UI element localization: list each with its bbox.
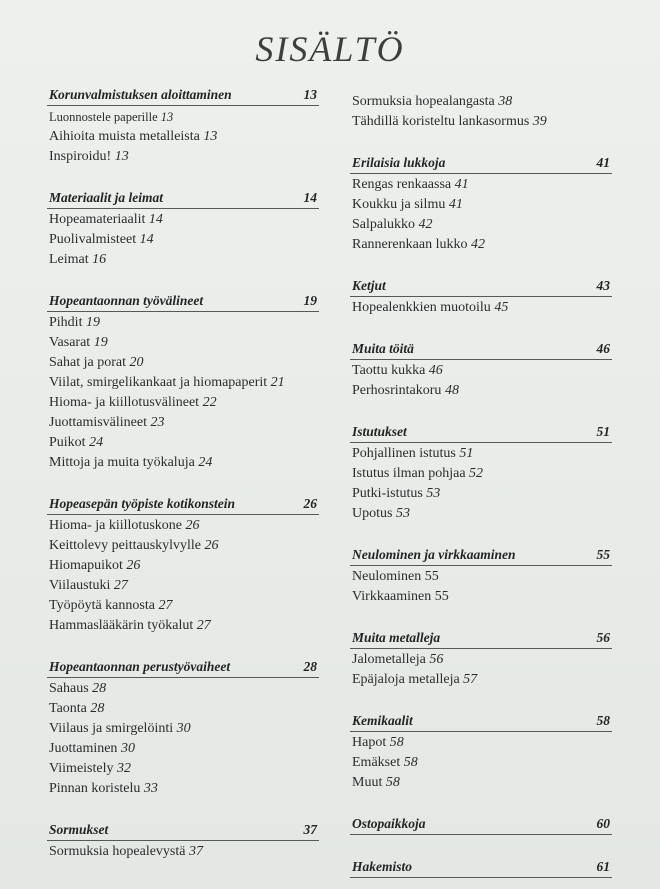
toc-section: [350, 277, 612, 318]
toc-section-heading: [350, 858, 612, 878]
toc-entry-text: Perhosrintakoru: [352, 383, 445, 398]
toc-entry: [47, 230, 319, 250]
toc-entry: [350, 670, 612, 690]
toc-section-heading: [47, 821, 319, 841]
toc-entry: [47, 719, 319, 739]
toc-entry: [350, 444, 612, 464]
toc-entry-text: Istutus ilman pohjaa: [352, 466, 470, 481]
toc-entry-text: Hopeamateriaalit: [49, 212, 149, 227]
section-title: Korunvalmistuksen aloittaminen: [49, 87, 232, 102]
toc-entry-page: 38: [498, 94, 513, 109]
section-title: Materiaalit ja leimat: [49, 190, 163, 205]
toc-section: [47, 292, 319, 473]
section-page: 19: [303, 293, 317, 308]
toc-entry: [350, 567, 612, 587]
toc-entry-text: Neulominen: [352, 569, 425, 584]
toc-entry-text: Vasarat: [49, 335, 94, 350]
toc-section-heading: [350, 340, 612, 360]
toc-entry-page: 41: [448, 197, 463, 212]
toc-entry: [47, 576, 319, 596]
toc-entry: [350, 235, 612, 255]
toc-section-heading: [350, 277, 612, 297]
section-title: Muita töitä: [352, 341, 414, 356]
toc-entry-page: 19: [85, 315, 100, 330]
toc-entry-text: Putki-istutus: [352, 486, 427, 501]
toc-entry-text: Taottu kukka: [352, 363, 429, 378]
toc-entry-page: 27: [196, 618, 211, 633]
toc-section-heading: [350, 815, 612, 835]
toc-column-right: [350, 92, 612, 879]
page-title: SISÄLTÖ: [255, 29, 405, 69]
toc-section-heading: [350, 154, 612, 174]
toc-section-heading: [47, 292, 319, 312]
section-page: 13: [303, 87, 317, 102]
toc-section: [47, 86, 319, 167]
toc-entry-page: 39: [532, 114, 547, 129]
toc-entry-page: 32: [116, 761, 131, 776]
toc-entry-page: 37: [188, 844, 203, 859]
toc-entry-text: Rannerenkaan lukko: [352, 237, 471, 252]
toc-entry-page: 14: [139, 232, 154, 247]
toc-entry: [350, 215, 612, 235]
toc-entry-page: 41: [454, 177, 469, 192]
toc-entry-text: Hioma- ja kiillotuskone: [49, 518, 186, 533]
section-title: Hakemisto: [352, 859, 412, 874]
toc-entry: [47, 842, 319, 862]
toc-entry-page: 27: [158, 598, 173, 613]
toc-entry-text: Epäjaloja metalleja: [352, 672, 464, 687]
toc-entry-page: 30: [176, 721, 191, 736]
toc-entry: [47, 739, 319, 759]
toc-entry: [47, 759, 319, 779]
toc-entry-text: Puikot: [49, 435, 90, 450]
toc-entry: [47, 373, 319, 393]
section-page: 41: [596, 155, 610, 170]
toc-entry: [47, 453, 319, 473]
toc-entry: [350, 587, 612, 607]
toc-entry: [47, 107, 319, 127]
toc-entry: [47, 147, 319, 167]
toc-entry-page: 24: [89, 435, 104, 450]
toc-entry-page: 13: [114, 149, 129, 164]
toc-entry: [47, 433, 319, 453]
toc-entry-text: Mittoja ja muita työkaluja: [49, 455, 199, 470]
toc-entry-text: Hammaslääkärin työkalut: [49, 618, 197, 633]
toc-entry-page: 48: [444, 383, 459, 398]
toc-section-heading: [47, 658, 319, 678]
section-title: Hopeantaonnan työvälineet: [49, 293, 204, 308]
toc-entry-page: 42: [470, 237, 485, 252]
toc-entry-page: 22: [202, 395, 217, 410]
toc-entry-page: 28: [92, 681, 107, 696]
toc-section-heading: [47, 189, 319, 209]
toc-section: [47, 821, 319, 862]
toc-section: [350, 815, 612, 836]
toc-entry-page: 45: [494, 300, 509, 315]
toc-entry: [47, 250, 319, 270]
toc-section: [350, 154, 612, 255]
toc-entry: [47, 596, 319, 616]
toc-entry-page: 16: [92, 252, 107, 267]
toc-entry-page: 26: [126, 558, 141, 573]
toc-entry: [350, 773, 612, 793]
toc-entry-text: Pohjallinen istutus: [352, 446, 460, 461]
toc-section-heading: [47, 495, 319, 515]
toc-section-heading: [350, 629, 612, 649]
toc-section: [47, 189, 319, 270]
toc-entry-page: 21: [270, 375, 285, 390]
toc-entry: [47, 353, 319, 373]
section-page: 37: [303, 822, 317, 837]
toc-entry: [47, 210, 319, 230]
toc-entry-text: Upotus: [352, 506, 396, 521]
toc-entry-text: Juottamisvälineet: [49, 415, 151, 430]
section-title: Hopeantaonnan perustyövaiheet: [49, 659, 231, 674]
toc-entry-text: Puolivalmisteet: [49, 232, 140, 247]
toc-entry-text: Inspiroidu!: [49, 149, 115, 164]
section-page: 60: [596, 816, 610, 831]
toc-entry-page: 58: [403, 755, 418, 770]
section-page: 55: [596, 547, 610, 562]
toc-section: [350, 858, 612, 879]
toc-entry: [350, 298, 612, 318]
toc-entry: [47, 699, 319, 719]
toc-entry-text: Sahat ja porat: [49, 355, 130, 370]
toc-entry: [350, 464, 612, 484]
toc-section-heading: [47, 86, 319, 106]
section-title: Neulominen ja virkkaaminen: [352, 547, 516, 562]
toc-entry-text: Emäkset: [352, 755, 404, 770]
toc-entry: [47, 779, 319, 799]
toc-section: [350, 629, 612, 690]
toc-entry-page: 14: [148, 212, 163, 227]
toc-entry: [350, 504, 612, 524]
toc-entry-text: Viilat, smirgelikankaat ja hiomapaperit: [49, 375, 271, 390]
toc-entry-page: 58: [385, 775, 400, 790]
toc-entry-text: Sormuksia hopealevystä: [49, 844, 189, 859]
toc-entry: [350, 733, 612, 753]
toc-entry-text: Aihioita muista metalleista: [49, 129, 204, 144]
toc-section-heading: [350, 423, 612, 443]
toc-entry: [350, 753, 612, 773]
toc-entry-text: Muut: [352, 775, 386, 790]
toc-section: [47, 658, 319, 799]
toc-entry-text: Jalometalleja: [352, 652, 430, 667]
toc-entry: [47, 313, 319, 333]
section-title: Ketjut: [352, 278, 386, 293]
toc-entry: [47, 127, 319, 147]
toc-entry-page: 57: [463, 672, 478, 687]
section-title: Hopeasepän työpiste kotikonstein: [49, 496, 236, 511]
section-title: Istutukset: [352, 424, 407, 439]
toc-entry-page: 55: [434, 589, 449, 604]
section-page: 56: [596, 630, 610, 645]
section-page: 46: [596, 341, 610, 356]
toc-section: [350, 712, 612, 793]
section-page: 51: [596, 424, 610, 439]
toc-entry: [47, 556, 319, 576]
toc-entry-text: Hopealenkkien muotoilu: [352, 300, 495, 315]
section-page: 14: [303, 190, 317, 205]
toc-section-heading: [350, 546, 612, 566]
toc-entry-text: Työpöytä kannosta: [49, 598, 159, 613]
toc-entry-page: 13: [160, 110, 174, 124]
toc-entry-text: Sormuksia hopealangasta: [352, 94, 499, 109]
toc-entry-page: 19: [93, 335, 108, 350]
toc-continued-entries: [350, 92, 612, 132]
toc-entry: [47, 413, 319, 433]
toc-entry: [350, 484, 612, 504]
toc-entry-text: Leimat: [49, 252, 93, 267]
toc-entry-text: Keittolevy peittauskylvylle: [49, 538, 205, 553]
toc-section: [47, 495, 319, 636]
toc-entry-page: 26: [185, 518, 200, 533]
section-title: Kemikaalit: [352, 713, 413, 728]
toc-entry: [47, 333, 319, 353]
section-page: 58: [596, 713, 610, 728]
toc-entry-text: Viimeistely: [49, 761, 117, 776]
toc-entry: [350, 650, 612, 670]
toc-entry: [47, 393, 319, 413]
toc-entry-page: 42: [418, 217, 433, 232]
toc-section: [350, 546, 612, 607]
toc-entry: [47, 616, 319, 636]
toc-entry-page: 46: [428, 363, 443, 378]
toc-entry: [47, 679, 319, 699]
toc-entry-page: 53: [426, 486, 441, 501]
section-title: Erilaisia lukkoja: [352, 155, 446, 170]
toc-entry: [47, 536, 319, 556]
section-page: 28: [303, 659, 317, 674]
toc-entry-page: 13: [203, 129, 218, 144]
toc-entry-text: Hapot: [352, 735, 390, 750]
toc-column-left: [47, 86, 319, 862]
toc-entry-text: Virkkaaminen: [352, 589, 435, 604]
toc-entry-page: 55: [424, 569, 439, 584]
toc-entry-text: Viilaus ja smirgelöinti: [49, 721, 177, 736]
toc-entry-text: Sahaus: [49, 681, 93, 696]
toc-entry: [350, 381, 612, 401]
toc-entry: [47, 516, 319, 536]
toc-entry-page: 23: [150, 415, 165, 430]
toc-entry-page: 58: [389, 735, 404, 750]
section-page: 43: [596, 278, 610, 293]
toc-entry: [350, 195, 612, 215]
toc-entry: [350, 112, 612, 132]
toc-entry-page: 51: [459, 446, 474, 461]
toc-entry-text: Taonta: [49, 701, 91, 716]
toc-entry-text: Hioma- ja kiillotusvälineet: [49, 395, 203, 410]
toc-entry-text: Viilaustuki: [49, 578, 114, 593]
toc-entry-page: 30: [120, 741, 135, 756]
toc-entry-page: 26: [204, 538, 219, 553]
toc-entry: [350, 175, 612, 195]
toc-entry-text: Pinnan koristelu: [49, 781, 144, 796]
section-title: Sormukset: [49, 822, 109, 837]
section-page: 26: [303, 496, 317, 511]
toc-section: [350, 340, 612, 401]
toc-entry-text: Tähdillä koristeltu lankasormus: [352, 114, 533, 129]
toc-entry-text: Pihdit: [49, 315, 86, 330]
section-page: 61: [596, 859, 610, 874]
toc-entry-page: 28: [90, 701, 105, 716]
toc-entry-text: Luonnostele paperille: [49, 110, 161, 124]
toc-entry-page: 33: [143, 781, 158, 796]
toc-entry-text: Koukku ja silmu: [352, 197, 449, 212]
toc-section: [350, 423, 612, 524]
section-title: Ostopaikkoja: [352, 816, 426, 831]
toc-entry-page: 20: [129, 355, 144, 370]
toc-entry: [350, 92, 612, 112]
toc-entry-page: 53: [395, 506, 410, 521]
toc-entry-page: 24: [198, 455, 213, 470]
toc-entry-text: Juottaminen: [49, 741, 121, 756]
toc-entry-page: 56: [429, 652, 444, 667]
toc-section-heading: [350, 712, 612, 732]
toc-entry-text: Hiomapuikot: [49, 558, 127, 573]
toc-entry-text: Rengas renkaassa: [352, 177, 455, 192]
toc-entry: [350, 361, 612, 381]
toc-entry-page: 27: [113, 578, 128, 593]
section-title: Muita metalleja: [352, 630, 441, 645]
toc-entry-text: Salpalukko: [352, 217, 419, 232]
toc-entry-page: 52: [469, 466, 484, 481]
